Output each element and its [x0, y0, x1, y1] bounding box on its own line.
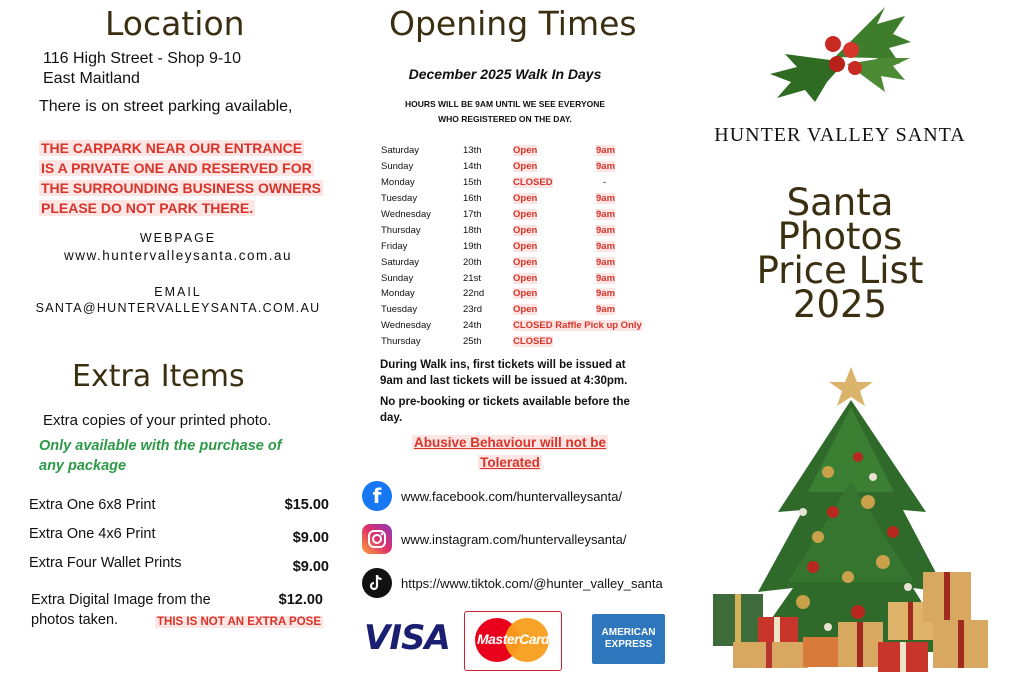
tiktok-url: https://www.tiktok.com/@hunter_valley_santa [401, 575, 663, 591]
schedule-day [381, 254, 463, 270]
schedule-row [381, 191, 663, 207]
schedule-row [381, 175, 663, 191]
amex-logo [592, 614, 665, 664]
extras-intro: Extra copies of your printed photo. [43, 412, 272, 429]
item-price: $15.00 [284, 497, 329, 513]
title-line2: Photos [777, 215, 903, 258]
price-row-6x8 [29, 497, 329, 513]
parking-note: There is on street parking available, [39, 98, 293, 115]
schedule-date-text: 22nd [463, 288, 485, 300]
schedule-date-text: 25th [463, 336, 482, 348]
schedule-day [381, 318, 463, 334]
schedule-date [463, 238, 513, 254]
price-row-4x6 [29, 526, 329, 546]
schedule-date-text: 20th [463, 256, 482, 268]
schedule-day [381, 302, 463, 318]
schedule-date-text: 24th [463, 320, 482, 332]
schedule-status [513, 143, 591, 159]
schedule-status [513, 302, 591, 318]
schedule-row [381, 254, 663, 270]
schedule-date-text: 21st [463, 272, 481, 284]
schedule-status-text: Open [513, 304, 538, 316]
schedule-row [381, 270, 663, 286]
item-price: $9.00 [292, 530, 329, 546]
schedule-time [591, 254, 663, 270]
schedule-day-text: Wednesday [381, 209, 431, 220]
schedule-date [463, 222, 513, 238]
schedule-time-text: 9am [596, 288, 616, 300]
email-link[interactable]: SANTA@HUNTERVALLEYSANTA.COM.AU [35, 301, 321, 315]
schedule-date [463, 191, 513, 207]
schedule-day-text: Tuesday [381, 193, 418, 205]
hours-note-line1: HOURS WILL BE 9AM UNTIL WE SEE EVERYONE [404, 99, 606, 109]
schedule-status [513, 254, 591, 270]
schedule-time [591, 159, 663, 175]
schedule-day-text: Wednesday [381, 320, 431, 332]
schedule-time [591, 191, 663, 207]
tiktok-icon [362, 568, 392, 598]
schedule-day-text: Sunday [381, 161, 414, 173]
schedule-status [513, 191, 591, 207]
opening-title: Opening Times [389, 4, 637, 43]
brand-name: HUNTER VALLEY SANTA [714, 124, 966, 146]
carpark-warning [39, 138, 323, 218]
schedule-time-text: 9am [596, 240, 616, 252]
schedule-day-text: Thursday [381, 336, 421, 348]
title-line1: Santa [786, 181, 894, 224]
schedule-row [381, 222, 663, 238]
extras-note-line2: any package [39, 458, 127, 474]
carpark-warning-line2: IS A PRIVATE ONE AND RESERVED FOR [41, 160, 312, 176]
schedule-row [381, 334, 663, 350]
extras-note [39, 436, 282, 476]
nobooking-line1: No pre-booking or tickets available before the [380, 396, 630, 408]
instagram-url: www.instagram.com/huntervalleysanta/ [401, 531, 627, 547]
schedule-time [591, 302, 663, 318]
schedule-status [513, 318, 663, 334]
schedule-status-text: Open [513, 145, 538, 157]
schedule-date-text: 23rd [463, 304, 483, 316]
schedule-status [513, 222, 591, 238]
price-row-wallet [29, 555, 329, 575]
amex-line2: EXPRESS [604, 639, 653, 650]
schedule-row [381, 238, 663, 254]
walkin-note-line2: 9am and last tickets will be issued at 4:30pm. [380, 375, 628, 387]
schedule-status-text: Open [513, 193, 538, 205]
schedule-day [381, 334, 463, 350]
address-line1: 116 High Street - Shop 9-10 [43, 50, 242, 67]
schedule-row [381, 286, 663, 302]
schedule-status [513, 270, 591, 286]
hours-note-line2: WHO REGISTERED ON THE DAY. [438, 114, 572, 124]
schedule-day-text: Tuesday [381, 304, 418, 316]
schedule-time-text: 9am [596, 145, 616, 157]
instagram-icon [362, 524, 392, 554]
abuse-line2: Tolerated [480, 455, 540, 470]
schedule-day-text: Monday [381, 288, 415, 300]
schedule-status-text: Open [513, 209, 538, 220]
schedule-day [381, 238, 463, 254]
webpage-label: WEBPAGE [139, 231, 217, 245]
schedule-status [513, 334, 591, 350]
price-list-title [705, 181, 975, 326]
schedule-time-text: 9am [596, 193, 616, 205]
schedule-status-text: CLOSED Raffle Pick up Only [513, 320, 642, 332]
webpage-link[interactable]: www.huntervalleysanta.com.au [63, 248, 293, 263]
amex-line1: AMERICAN [601, 627, 656, 638]
schedule-day-text: Sunday [381, 272, 414, 284]
schedule-status-text: CLOSED [513, 336, 553, 348]
schedule-time-text: 9am [596, 161, 616, 173]
schedule-date-text: 17th [463, 209, 482, 220]
schedule-status-text: Open [513, 240, 538, 252]
schedule-date [463, 175, 513, 191]
schedule-time [591, 222, 663, 238]
facebook-icon: f [362, 481, 392, 511]
schedule-date [463, 207, 513, 223]
schedule-status-text: Open [513, 272, 538, 284]
item-name: Extra One 6x8 Print [29, 497, 156, 513]
schedule-status [513, 238, 591, 254]
walkin-note-line1: During Walk ins, first tickets will be issued at [380, 359, 626, 371]
schedule-row [381, 318, 663, 334]
schedule-row [381, 159, 663, 175]
schedule-date [463, 286, 513, 302]
schedule-day-text: Monday [381, 177, 415, 189]
carpark-warning-line1: THE CARPARK NEAR OUR ENTRANCE [41, 140, 303, 156]
schedule-time [591, 207, 663, 223]
item-price: $12.00 [278, 592, 323, 608]
schedule-time [591, 270, 663, 286]
schedule-day [381, 270, 463, 286]
address [43, 49, 241, 89]
schedule-day-text: Friday [381, 240, 408, 252]
carpark-warning-line3: THE SURROUNDING BUSINESS OWNERS [41, 180, 322, 196]
mastercard-logo [464, 611, 562, 671]
schedule-day-text: Thursday [381, 224, 421, 236]
schedule-day [381, 159, 463, 175]
schedule-time-text: 9am [596, 224, 616, 236]
schedule-date-text: 19th [463, 240, 482, 252]
facebook-link[interactable] [362, 481, 622, 511]
schedule-date-text: 15th [463, 177, 482, 189]
walkin-note [380, 357, 627, 389]
schedule-time [591, 143, 663, 159]
schedule-status-text: Open [513, 224, 538, 236]
schedule-day [381, 143, 463, 159]
schedule-date [463, 318, 513, 334]
extra-pose-disclaimer: THIS IS NOT AN EXTRA POSE [157, 616, 321, 628]
item-price: $9.00 [292, 559, 329, 575]
schedule-day [381, 175, 463, 191]
schedule-day-text: Saturday [381, 145, 420, 157]
abuse-warning [380, 433, 640, 473]
schedule-status [513, 159, 591, 175]
schedule-time-text: - [603, 177, 607, 189]
schedule-date [463, 270, 513, 286]
abuse-line1: Abusive Behaviour will not be [413, 435, 607, 450]
schedule-status-text: Open [513, 288, 538, 300]
schedule-time-text: 9am [596, 272, 616, 284]
schedule-time-text: 9am [596, 256, 616, 268]
schedule-time [591, 238, 663, 254]
schedule-date [463, 334, 513, 350]
holly-icon [765, 2, 915, 104]
schedule-status-text: Open [513, 256, 538, 268]
extras-title: Extra Items [72, 359, 245, 394]
schedule-date-text: 14th [463, 161, 482, 173]
item-name: Extra Four Wallet Prints [29, 555, 182, 571]
hours-note [350, 97, 660, 127]
schedule-status-text: CLOSED [513, 177, 553, 189]
schedule-time [591, 334, 663, 350]
schedule-date [463, 254, 513, 270]
schedule-day [381, 207, 463, 223]
schedule-row [381, 207, 663, 223]
title-line4: 2025 [792, 283, 888, 326]
schedule-date-text: 16th [463, 193, 482, 205]
nobooking-line2: day. [380, 412, 403, 424]
schedule-date-text: 13th [463, 145, 482, 157]
schedule-day [381, 191, 463, 207]
schedule-time [591, 286, 663, 302]
tiktok-link[interactable] [362, 568, 663, 598]
schedule-status [513, 286, 591, 302]
schedule-status [513, 175, 591, 191]
schedule-status [513, 207, 591, 223]
carpark-warning-line4: PLEASE DO NOT PARK THERE. [41, 200, 254, 216]
schedule-time [591, 175, 663, 191]
address-line2: East Maitland [43, 70, 140, 87]
schedule-date [463, 302, 513, 318]
schedule-status-text: Open [513, 161, 538, 173]
mastercard-text: MasterCard [476, 631, 550, 647]
schedule-time-text: 9am [596, 304, 616, 316]
schedule-time-text: 9am [596, 209, 616, 220]
schedule-table [381, 143, 663, 350]
email-label: EMAIL [154, 285, 202, 299]
nobooking-note [380, 394, 630, 426]
schedule-date [463, 143, 513, 159]
schedule-row [381, 302, 663, 318]
schedule-day [381, 286, 463, 302]
walkin-subtitle: December 2025 Walk In Days [408, 66, 602, 82]
item-name-line2: photos taken. [31, 612, 119, 628]
schedule-date-text: 18th [463, 224, 482, 236]
location-title: Location [105, 4, 245, 43]
schedule-date [463, 159, 513, 175]
title-line3: Price List [756, 249, 924, 292]
schedule-row [381, 143, 663, 159]
instagram-link[interactable] [362, 524, 626, 554]
visa-logo: VISA [364, 618, 450, 658]
facebook-url: www.facebook.com/huntervalleysanta/ [401, 488, 623, 504]
item-name: Extra One 4x6 Print [29, 526, 156, 542]
schedule-day-text: Saturday [381, 256, 420, 268]
christmas-tree-icon [708, 362, 993, 680]
schedule-day [381, 222, 463, 238]
item-name: Extra Digital Image from the [31, 592, 211, 608]
extras-note-line1: Only available with the purchase of [39, 438, 282, 454]
